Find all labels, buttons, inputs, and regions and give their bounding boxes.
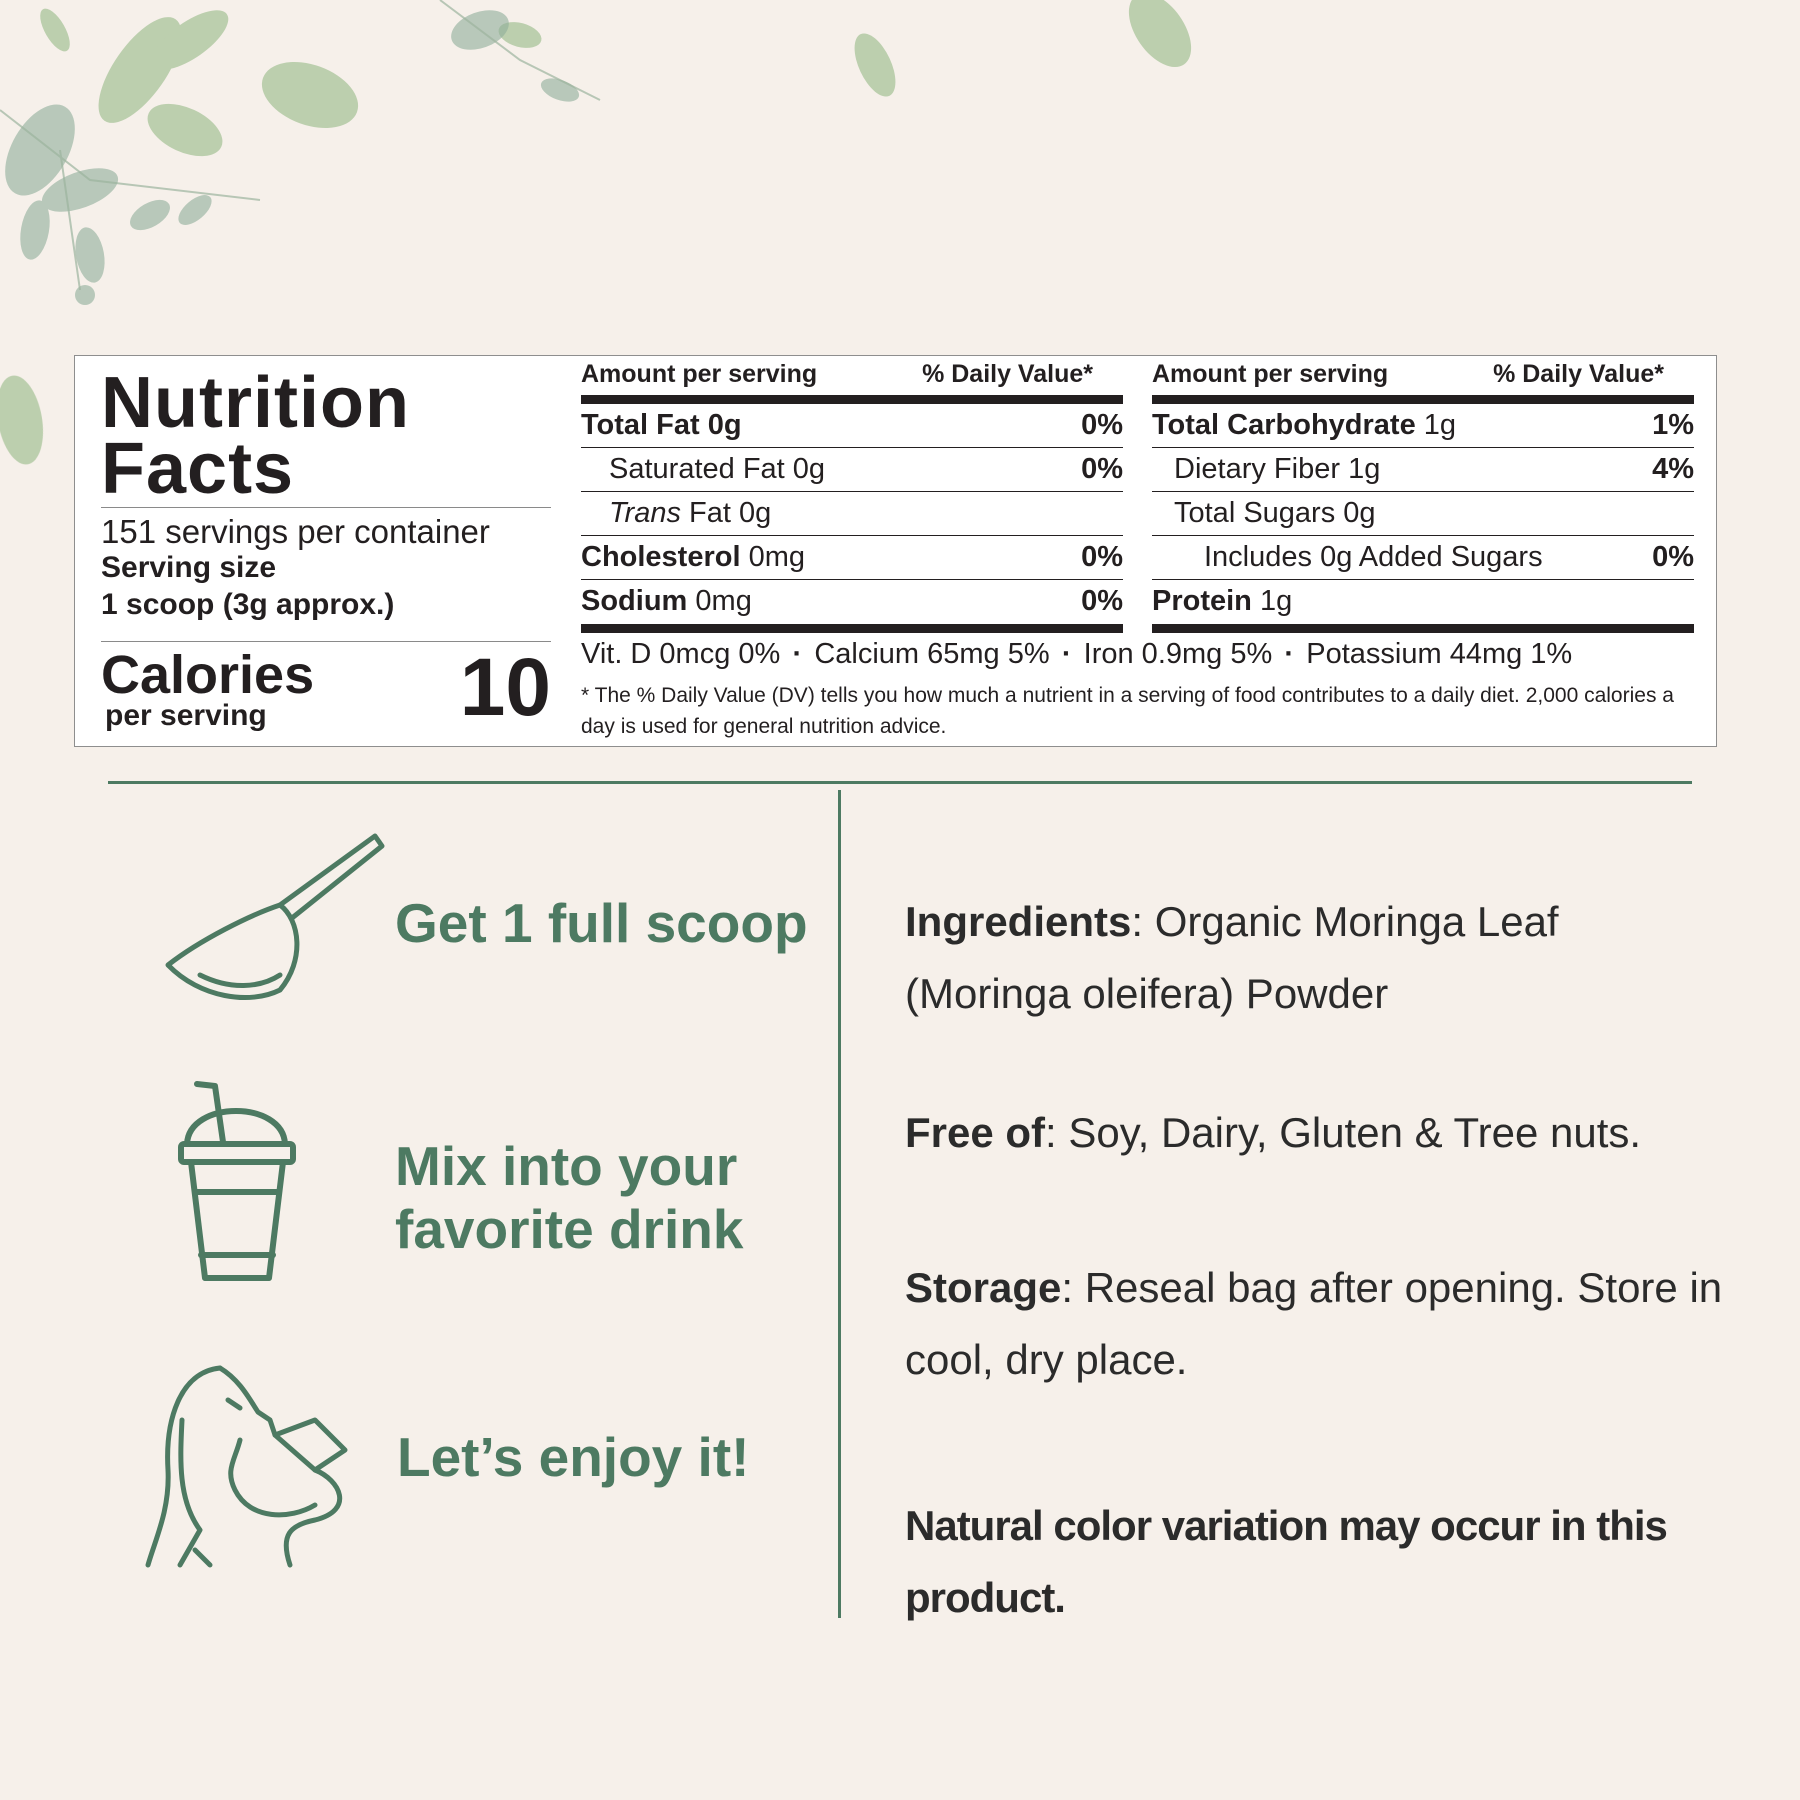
nutrient-name: Total Carbohydrate xyxy=(1152,409,1416,441)
thick-divider xyxy=(581,395,1123,404)
calories-value: 10 xyxy=(459,642,551,733)
separator: · xyxy=(792,638,803,670)
divider xyxy=(101,507,551,508)
nutrient-row xyxy=(1152,448,1694,492)
nutrient-row xyxy=(1152,404,1694,448)
section-divider xyxy=(108,781,1692,784)
daily-value-header: % Daily Value* xyxy=(922,360,1093,388)
separator: · xyxy=(1284,638,1295,670)
column-header xyxy=(581,360,1123,394)
nutrient-column-right xyxy=(1152,356,1694,638)
nutrient-name: Trans xyxy=(609,497,681,529)
storage-value: : Reseal bag after opening. Store in cool, dry place. xyxy=(905,1264,1723,1383)
nutrient-row xyxy=(581,492,1123,536)
nutrient-amount: 0g xyxy=(792,453,826,485)
nutrient-row xyxy=(1152,536,1694,580)
thick-divider xyxy=(1152,624,1694,633)
nutrient-name: Total Fat xyxy=(581,409,700,441)
nutrient-dv: 4% xyxy=(1652,453,1694,485)
woman-drinking-icon xyxy=(140,1360,380,1570)
nutrient-dv: 0% xyxy=(1081,409,1123,441)
nutrient-row xyxy=(581,448,1123,492)
serving-size-value: 1 scoop (3g approx.) xyxy=(101,588,395,621)
free-of-text xyxy=(905,1097,1725,1169)
step-scoop-text: Get 1 full scoop xyxy=(395,892,808,954)
nutrient-name: Protein xyxy=(1152,585,1252,617)
thick-divider xyxy=(581,624,1123,633)
vitamin-item: Calcium 65mg 5% xyxy=(814,638,1050,670)
step-mix-line1: Mix into your xyxy=(395,1135,738,1197)
nutrient-amount: 1g xyxy=(1348,453,1381,485)
vitamin-item: Vit. D 0mcg 0% xyxy=(581,638,781,670)
step-mix-line2: favorite drink xyxy=(395,1198,744,1260)
nutrient-name: Includes 0g Added Sugars xyxy=(1204,541,1543,573)
nutrient-column-left xyxy=(581,356,1123,638)
serving-size-label: Serving size xyxy=(101,551,277,584)
calories-label: Calories xyxy=(101,645,315,705)
nutrition-title: Nutrition Facts xyxy=(101,363,410,509)
nutrient-row xyxy=(1152,580,1694,624)
nutrient-row xyxy=(581,404,1123,448)
nutrient-name: Cholesterol xyxy=(581,541,741,573)
vitamin-item: Iron 0.9mg 5% xyxy=(1083,638,1273,670)
ingredients-text xyxy=(905,886,1725,1030)
nutrient-dv: 1% xyxy=(1652,409,1694,441)
color-variation-note: Natural color variation may occur in this product. xyxy=(905,1502,1667,1621)
amount-header: Amount per serving xyxy=(581,360,818,388)
nutrient-amount: 1g xyxy=(1423,409,1457,441)
nutrient-row xyxy=(581,536,1123,580)
nutrient-amount: 0g xyxy=(707,409,742,441)
column-header xyxy=(1152,360,1694,394)
nutrition-summary xyxy=(101,356,551,746)
nutrient-dv: 0% xyxy=(1081,453,1123,485)
free-of-value: : Soy, Dairy, Gluten & Tree nuts. xyxy=(1045,1109,1642,1156)
storage-label: Storage xyxy=(905,1264,1062,1311)
ingredients-label: Ingredients xyxy=(905,898,1132,945)
nutrient-amount: 0g xyxy=(739,497,772,529)
thick-divider xyxy=(1152,395,1694,404)
free-of-label: Free of xyxy=(905,1109,1046,1156)
vitamins-minerals-line xyxy=(581,638,1572,671)
nutrient-amount: 0mg xyxy=(748,541,806,573)
nutrient-name: Saturated Fat xyxy=(609,453,785,485)
nutrition-facts-panel xyxy=(74,355,1717,747)
nutrient-amount: 0g xyxy=(1343,497,1376,529)
calories-per-serving: per serving xyxy=(105,699,267,732)
nutrient-amount: 1g xyxy=(1259,585,1293,617)
nutrient-name: Dietary Fiber xyxy=(1174,453,1340,485)
step-mix-text xyxy=(395,1135,743,1261)
nutrient-name: Sodium xyxy=(581,585,688,617)
drink-cup-icon xyxy=(175,1080,305,1285)
scoop-icon xyxy=(160,830,390,1010)
separator: · xyxy=(1061,638,1072,670)
servings-per-container: 151 servings per container xyxy=(101,513,490,550)
nutrient-dv: 0% xyxy=(1081,585,1123,617)
step-enjoy-text: Let’s enjoy it! xyxy=(397,1426,750,1488)
ingredients-value: : Organic Moringa Leaf (Moringa oleifera) Powder xyxy=(905,898,1559,1017)
nutrient-amount: 0mg xyxy=(695,585,752,617)
nutrient-row xyxy=(581,580,1123,624)
daily-value-footnote: * The % Daily Value (DV) tells you how much a nutrient in a serving of food contributes to a daily diet. 2,000 calories a day is used for general nutrition advice. xyxy=(581,684,1674,738)
nutrient-dv: 0% xyxy=(1652,541,1694,573)
nutrient-dv: 0% xyxy=(1081,541,1123,573)
amount-header: Amount per serving xyxy=(1152,360,1389,388)
nutrient-name-suffix: Fat xyxy=(680,497,731,529)
column-divider xyxy=(838,790,841,1618)
nutrient-name: Total Sugars xyxy=(1174,497,1336,529)
vitamin-item: Potassium 44mg 1% xyxy=(1306,638,1573,670)
storage-text xyxy=(905,1252,1725,1396)
daily-value-header: % Daily Value* xyxy=(1493,360,1664,388)
nutrient-row xyxy=(1152,492,1694,536)
